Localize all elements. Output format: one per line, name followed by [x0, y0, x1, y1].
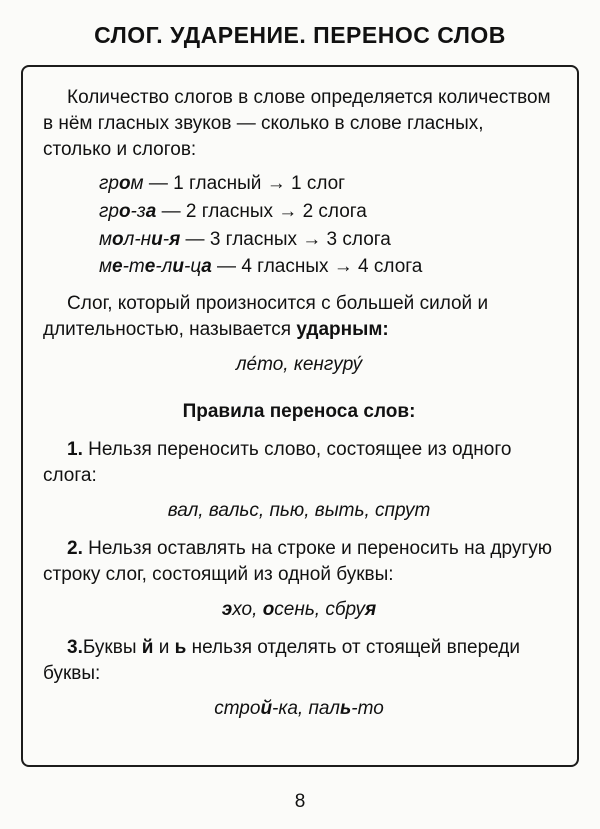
- word-segment: м: [130, 173, 144, 195]
- word-segment: гр: [99, 201, 119, 223]
- page-title: СЛОГ. УДАРЕНИЕ. ПЕРЕНОС СЛОВ: [94, 22, 506, 48]
- stressed-vowel: о: [118, 173, 131, 195]
- paragraph-text: Слог, который произносится с большей силой и длительностью, называется: [43, 292, 489, 340]
- rule-3-text: Буквы: [82, 637, 142, 659]
- word-segment: -то: [351, 698, 384, 720]
- single-letter-syllable: о: [262, 598, 275, 620]
- word-segment: хо,: [232, 598, 263, 620]
- word-segment: -: [162, 228, 170, 250]
- word-segment: -ка, пал: [272, 698, 340, 720]
- letter-bold: й: [141, 637, 154, 659]
- word-segment: м: [99, 256, 113, 278]
- letter-bold: й: [260, 698, 273, 720]
- stressed-vowel: и: [151, 228, 163, 250]
- example-word: [99, 201, 156, 222]
- rule-3-text: и: [153, 637, 175, 659]
- rule-2-number: 2.: [67, 538, 83, 560]
- stressed-vowel: а: [145, 201, 157, 223]
- single-letter-syllable: э: [221, 598, 233, 620]
- intro-paragraph: Количество слогов в слове определяется количеством в нём гласных звуков — сколько в слове гласных, столько и слогов:: [43, 87, 551, 160]
- rule-1-example: вал, вальс, пью, выть, спрут: [167, 499, 431, 521]
- content-box: [21, 65, 579, 767]
- word-segment: л-н: [123, 228, 152, 250]
- syllable-example-2: [99, 198, 555, 226]
- letter-bold: ь: [340, 698, 352, 720]
- rule-2-text: Нельзя оставлять на строке и переносить на другую строку слог, состоящий из одной буквы:: [43, 538, 553, 585]
- rule-3-number: 3.: [67, 637, 83, 659]
- stressed-vowel: а: [201, 256, 212, 278]
- stress-paragraph: [43, 291, 555, 343]
- example-word: [99, 229, 180, 250]
- syllable-examples: [99, 170, 555, 280]
- example-description: — 2 гласных → 2 слога: [156, 201, 367, 223]
- word-segment: -ц: [184, 256, 202, 278]
- rule-1-text: Нельзя переносить слово, состоящее из одного слога:: [43, 438, 512, 486]
- example-word: [99, 173, 144, 194]
- stressed-vowel: е: [144, 256, 156, 278]
- example-description: — 3 гласных → 3 слога: [180, 228, 391, 250]
- stressed-vowel: и: [172, 256, 184, 278]
- rule-2-example: [43, 597, 555, 624]
- page-number: 8: [294, 791, 306, 812]
- syllable-example-3: [99, 226, 555, 254]
- word-segment: -т: [122, 256, 145, 278]
- rule-3-text: нельзя отделять от стоящей впереди буквы:: [43, 637, 520, 685]
- stressed-vowel: я: [169, 228, 181, 250]
- rule-3-example: [43, 696, 555, 723]
- rule-1-paragraph: [43, 437, 555, 489]
- rule-2-paragraph: [43, 536, 555, 588]
- stress-example-words: ле́то, кенгуру́: [235, 354, 363, 376]
- word-segment: гр: [99, 173, 119, 195]
- stressed-vowel: е: [112, 256, 123, 278]
- word-segment: -з: [130, 201, 146, 223]
- word-segment: -л: [155, 256, 173, 278]
- example-word: [99, 256, 212, 277]
- term-bold: ударным:: [296, 318, 389, 340]
- word-segment: м: [99, 228, 113, 250]
- word-segment: стро: [214, 698, 261, 720]
- stressed-vowel: о: [112, 228, 124, 250]
- syllable-example-1: [99, 170, 555, 198]
- example-description: — 1 гласный → 1 слог: [143, 173, 346, 195]
- rule-3-paragraph: [43, 635, 555, 687]
- syllable-example-4: [99, 253, 555, 281]
- letter-bold: ь: [174, 637, 187, 659]
- word-segment: сень, сбру: [274, 598, 365, 620]
- example-description: — 4 гласных → 4 слога: [211, 256, 423, 278]
- rule-1-number: 1.: [67, 438, 83, 460]
- single-letter-syllable: я: [365, 598, 377, 620]
- rules-heading: Правила переноса слов:: [182, 400, 416, 422]
- stressed-vowel: о: [118, 201, 131, 223]
